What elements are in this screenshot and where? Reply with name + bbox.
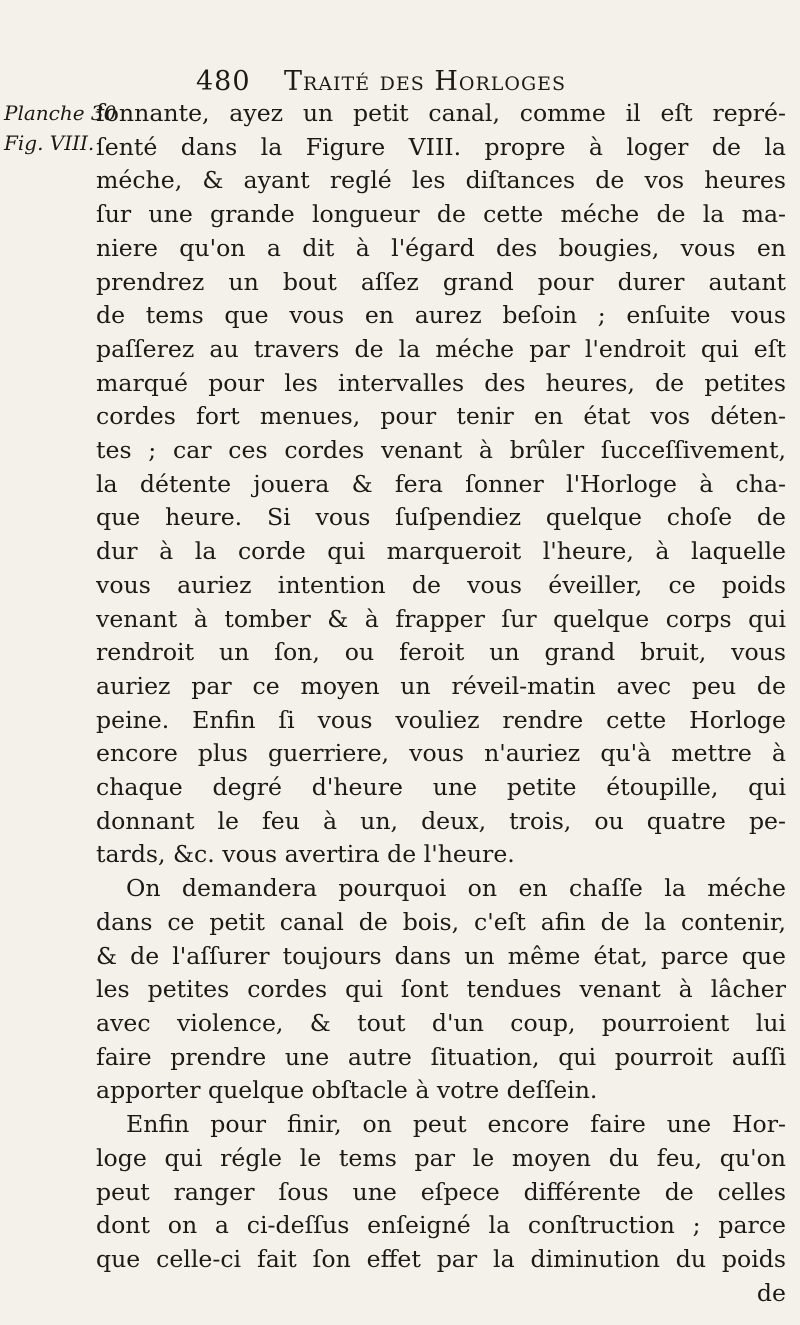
text-line: cordes fort menues, pour tenir en état vos déten-: [96, 402, 786, 431]
paragraph-start: On demandera pourquoi on en chaſſe la méche: [126, 874, 786, 903]
text-line: auriez par ce moyen un réveil-matin avec peu de: [96, 671, 786, 700]
text-line: apporter quelque obſtacle à votre deſſein.: [96, 1076, 598, 1105]
page-number: 480: [196, 66, 251, 97]
text-line: dur à la corde qui marqueroit l'heure, à laquelle: [96, 537, 786, 566]
margin-notes: [4, 98, 117, 158]
text-line: dont on a ci-deſſus enſeigné la conſtruction ; parce: [96, 1211, 786, 1240]
body-text: [96, 97, 786, 1310]
catchword: de: [756, 1278, 786, 1307]
text-line: marqué pour les intervalles des heures, de petites: [96, 368, 786, 397]
text-line: que heure. Si vous ſuſpendiez quelque choſe de: [96, 503, 786, 532]
text-line: peine. Enfin ſi vous vouliez rendre cette Horloge: [96, 705, 786, 734]
text-line: de tems que vous en aurez beſoin ; enſuite vous: [96, 301, 786, 330]
text-line: paſſerez au travers de la méche par l'endroit qui eſt: [96, 334, 786, 363]
paragraph-start: Enfin pour finir, on peut encore faire une Hor-: [126, 1110, 786, 1139]
text-line: loge qui régle le tems par le moyen du feu, qu'on: [96, 1143, 786, 1172]
text-line: donnant le feu à un, deux, trois, ou quatre pe-: [96, 806, 786, 835]
text-line: chaque degré d'heure une petite étoupille, qui: [96, 773, 786, 802]
text-line: & de l'aſſurer toujours dans un même état, parce que: [96, 941, 786, 970]
text-line: niere qu'on a dit à l'égard des bougies, vous en: [96, 233, 786, 262]
figure-reference: Fig. VIII.: [4, 131, 95, 155]
plate-reference: Planche 30: [4, 101, 117, 125]
text-line: méche, & ayant reglé les diſtances de vos heures: [96, 166, 786, 195]
text-line: que celle-ci fait ſon effet par la diminution du poids: [96, 1244, 786, 1273]
text-line: rendroit un ſon, ou feroit un grand bruit, vous: [96, 638, 786, 667]
text-line: encore plus guerriere, vous n'auriez qu'à mettre à: [96, 739, 786, 768]
text-line: avec violence, & tout d'un coup, pourroient lui: [96, 1008, 786, 1037]
text-line: les petites cordes qui ſont tendues venant à lâcher: [96, 975, 786, 1004]
text-line: tes ; car ces cordes venant à brûler ſucceſſivement,: [96, 436, 786, 465]
text-line: vous auriez intention de vous éveiller, ce poids: [96, 570, 786, 599]
text-line: venant à tomber & à frapper ſur quelque corps qui: [96, 604, 786, 633]
text-line: peut ranger ſous une eſpece différente de celles: [96, 1177, 786, 1206]
text-line: faire prendre une autre ſituation, qui pourroit auſſi: [96, 1042, 786, 1071]
running-title: Traité des Horloges: [284, 66, 567, 97]
text-line: tards, &c. vous avertira de l'heure.: [96, 840, 515, 869]
text-line: ſur une grande longueur de cette méche de la ma-: [96, 200, 786, 229]
text-line: ſenté dans la Figure VIII. propre à loger de la: [96, 132, 786, 161]
text-line: fonnante, ayez un petit canal, comme il eſt repré-: [96, 99, 786, 127]
text-line: dans ce petit canal de bois, c'eſt afin de la contenir,: [96, 907, 786, 936]
text-line: la détente jouera & fera ſonner l'Horloge à cha-: [96, 469, 786, 498]
text-line: prendrez un bout aſſez grand pour durer autant: [96, 267, 786, 296]
